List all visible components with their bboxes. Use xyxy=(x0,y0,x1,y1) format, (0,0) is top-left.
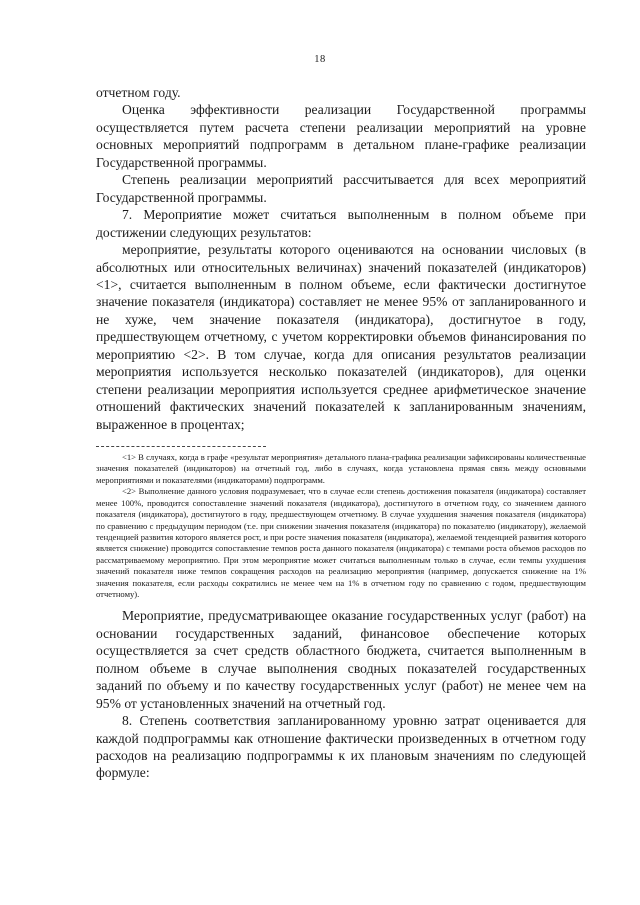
paragraph: Степень реализации мероприятий рассчитывается для всех мероприятий Государственной программы. xyxy=(96,172,586,205)
footnote-separator xyxy=(96,446,266,447)
footnote-1: <1> В случаях, когда в графе «результат мероприятия» детального плана-графика реализации зафиксированы количественные значения показателей (индикаторов) на отчетный год, либо в случаях, когда установлена прямая связь между основными мероприятиями и показателями (индикаторами) подпрограмм. xyxy=(96,452,586,485)
page-number: 18 xyxy=(314,54,326,65)
paragraph: Мероприятие, предусматривающее оказание государственных услуг (работ) на основании государственных заданий, финансовое обеспечение которых осуществляется за счет средств областного бюджета, считается выполненным в полном объеме в случае выполнения сводных показателей государственных заданий по объему и по качеству государственных услуг (работ) не менее чем на 95% от установленных значений на отчетный год. xyxy=(96,608,586,711)
paragraph: мероприятие, результаты которого оцениваются на основании числовых (в абсолютных или относительных величинах) значений показателей (индикаторов) <1>, считается выполненным в полном объеме, если фактически достигнутое значение показателя (индикатора) составляет не менее 95% от запланированного и не хуже, чем значение показателя (индикатора), достигнутое в году, предшествующем отчетному, с учетом корректировки объемов финансирования по мероприятию <2>. В том случае, когда для описания результатов реализации мероприятия используется несколько показателей (индикаторов), для оценки степени реализации мероприятия используется среднее арифметическое значение отношений фактических значений показателей к запланированным значениям, выраженное в процентах; xyxy=(96,242,586,432)
body-text-continued xyxy=(96,607,586,782)
paragraph: отчетном году. xyxy=(96,85,181,100)
footnotes xyxy=(96,452,586,600)
paragraph: 7. Мероприятие может считаться выполненным в полном объеме при достижении следующих результатов: xyxy=(96,207,586,240)
paragraph: 8. Степень соответствия запланированному уровню затрат оценивается для каждой подпрограммы как отношение фактически произведенных в отчетном году расходов на реализацию подпрограммы к их плановым значениям по следующей формуле: xyxy=(96,713,586,781)
body-text xyxy=(96,84,586,782)
footnote-2: <2> Выполнение данного условия подразумевает, что в случае если степень достижения показателя (индикатора) составляет менее 100%, проводится сопоставление значений показателя (индикатора), достигнутого в отчетном году, со значением данного показателя (индикатора), достигнутого в году, предшествующем отчетному. В случае ухудшения значения показателя (индикатора) по сравнению с предыдущим периодом (т.е. при снижении значения показателя (индикатора) по показателю (индикатору), желаемой тенденцией развития которого является рост, и при росте значения показателя (индикатора), желаемой тенденцией развития которого является снижение) проводится сопоставление темпов роста данного показателя (индикатора) с темпами роста объемов расходов по рассматриваемому мероприятию. При этом мероприятие может считаться выполненным только в случае, если темпы ухудшения значений показателя ниже темпов сокращения расходов на реализацию мероприятия (например, допускается снижение на 1% значения показателя, если расходы сократились не менее чем на 1% в отчетном году по сравнению с годом, предшествующим отчетному). xyxy=(96,486,586,599)
paragraph: Оценка эффективности реализации Государственной программы осуществляется путем расчета степени реализации мероприятий на уровне основных мероприятий подпрограмм в детальном плане-графике реализации Государственной программы. xyxy=(96,102,586,170)
